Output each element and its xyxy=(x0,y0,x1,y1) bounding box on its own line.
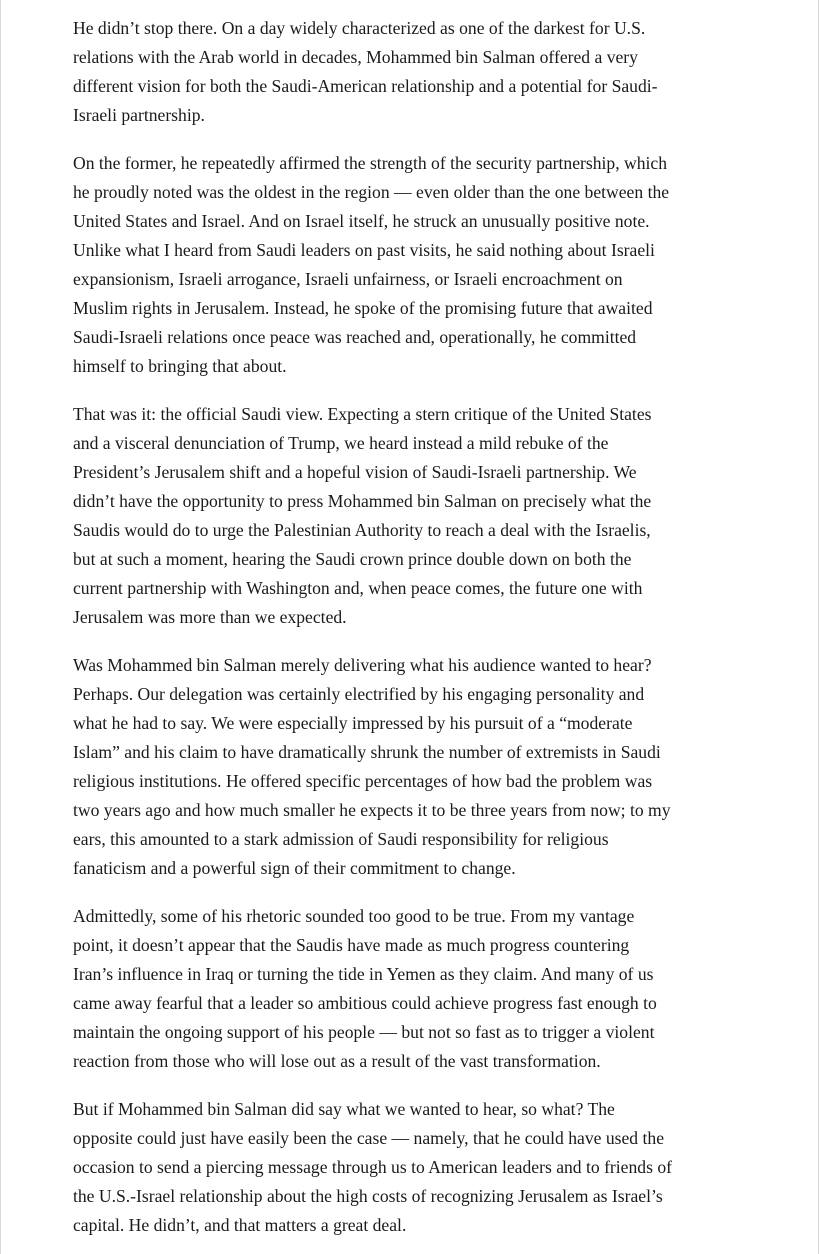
text-line: religious institutions. He offered specific percentages of how bad the problem was xyxy=(73,771,653,791)
text-line: On the former, he repeatedly affirmed the strength of the security partnership, which xyxy=(73,153,668,173)
paragraph xyxy=(73,651,819,883)
text-line: President’s Jerusalem shift and a hopeful vision of Saudi-Israeli partnership. We xyxy=(73,462,637,482)
text-line: He didn’t stop there. On a day widely characterized as one of the darkest for U.S. xyxy=(73,18,646,38)
text-line: ears, this amounted to a stark admission of Saudi responsibility for religious xyxy=(73,829,609,849)
paragraph xyxy=(73,1095,819,1240)
paragraph xyxy=(73,149,819,381)
text-line: came away fearful that a leader so ambitious could achieve progress fast enough to xyxy=(73,993,657,1013)
text-line: two years ago and how much smaller he expects it to be three years from now; to my xyxy=(73,800,671,820)
text-line: Saudi-Israeli relations once peace was reached and, operationally, he committed xyxy=(73,327,637,347)
text-line: Admittedly, some of his rhetoric sounded too good to be true. From my vantage xyxy=(73,906,635,926)
text-line: current partnership with Washington and, when peace comes, the future one with xyxy=(73,578,643,598)
text-line: But if Mohammed bin Salman did say what we wanted to hear, so what? The xyxy=(73,1099,615,1119)
text-line: Islam” and his claim to have dramatically shrunk the number of extremists in Saudi xyxy=(73,742,661,762)
text-line: he proudly noted was the oldest in the region — even older than the one between the xyxy=(73,182,670,202)
text-line: That was it: the official Saudi view. Expecting a stern critique of the United States xyxy=(73,404,652,424)
text-line: expansionism, Israeli arrogance, Israeli unfairness, or Israeli encroachment on xyxy=(73,269,623,289)
text-line: capital. He didn’t, and that matters a great deal. xyxy=(73,1215,407,1235)
text-line: and a visceral denunciation of Trump, we heard instead a mild rebuke of the xyxy=(73,433,609,453)
text-line: but at such a moment, hearing the Saudi crown prince double down on both the xyxy=(73,549,632,569)
text-line: Was Mohammed bin Salman merely delivering what his audience wanted to hear? xyxy=(73,655,652,675)
text-line: reaction from those who will lose out as a result of the vast transformation. xyxy=(73,1051,601,1071)
text-line: different vision for both the Saudi-American relationship and a potential for Saudi- xyxy=(73,76,658,96)
text-line: opposite could just have easily been the case — namely, that he could have used the xyxy=(73,1128,664,1148)
paragraph xyxy=(73,400,819,632)
text-line: Israeli partnership. xyxy=(73,105,205,125)
text-line: Iran’s influence in Iraq or turning the tide in Yemen as they claim. And many of us xyxy=(73,964,654,984)
paragraph xyxy=(73,902,819,1076)
text-line: Muslim rights in Jerusalem. Instead, he spoke of the promising future that awaited xyxy=(73,298,653,318)
text-line: relations with the Arab world in decades, Mohammed bin Salman offered a very xyxy=(73,47,638,67)
text-line: didn’t have the opportunity to press Mohammed bin Salman on precisely what the xyxy=(73,491,652,511)
text-line: fanaticism and a powerful sign of their commitment to change. xyxy=(73,858,516,878)
text-line: Perhaps. Our delegation was certainly electrified by his engaging personality and xyxy=(73,684,645,704)
text-line: himself to bringing that about. xyxy=(73,356,287,376)
text-line: occasion to send a piercing message through us to American leaders and to friends of xyxy=(73,1157,672,1177)
text-line: maintain the ongoing support of his people — but not so fast as to trigger a violent xyxy=(73,1022,655,1042)
text-line: point, it doesn’t appear that the Saudis have made as much progress countering xyxy=(73,935,630,955)
text-line: the U.S.-Israel relationship about the high costs of recognizing Jerusalem as Israel’s xyxy=(73,1186,663,1206)
article-body xyxy=(1,0,819,1254)
text-line: what he had to say. We were especially impressed by his pursuit of a “moderate xyxy=(73,713,633,733)
paragraph xyxy=(73,14,819,130)
text-line: Saudis would do to urge the Palestinian Authority to reach a deal with the Israelis, xyxy=(73,520,651,540)
text-line: United States and Israel. And on Israel itself, he struck an unusually positive note. xyxy=(73,211,650,231)
text-line: Unlike what I heard from Saudi leaders on past visits, he said nothing about Israeli xyxy=(73,240,655,260)
text-line: Jerusalem was more than we expected. xyxy=(73,607,347,627)
